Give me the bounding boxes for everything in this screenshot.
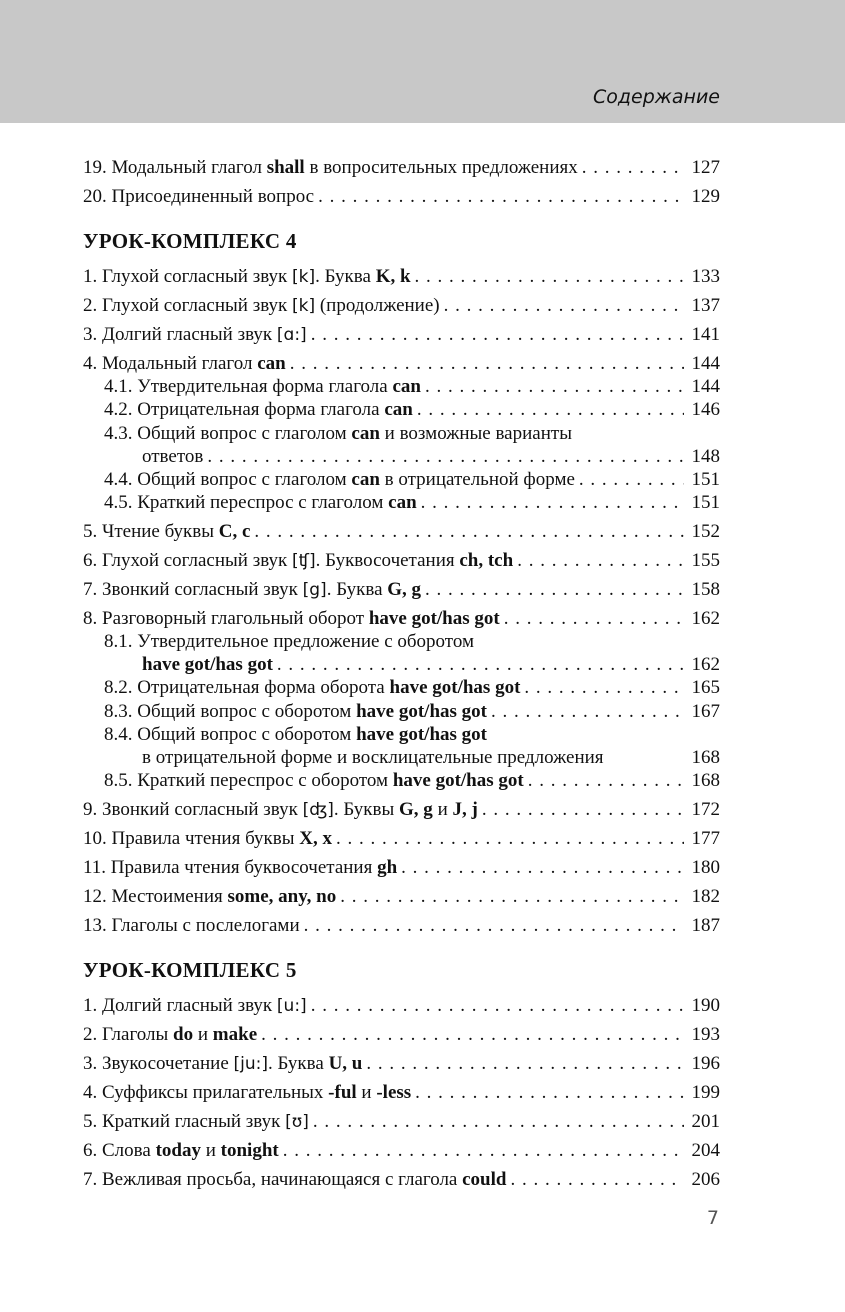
running-head: Содержание xyxy=(593,86,720,108)
lesson-5-heading: УРОК-КОМПЛЕКС 5 xyxy=(83,958,297,982)
toc-entry[interactable]: 6. Слова today и tonight . . . 204 xyxy=(83,1139,720,1163)
toc-entry[interactable]: 13. Глаголы с послелогами . . . 187 xyxy=(83,914,720,938)
toc-entry[interactable]: 4. Суффиксы прилагательных -ful и -less . . . 199 xyxy=(83,1081,720,1105)
toc-subentry-continued[interactable]: ответов . . . 148 xyxy=(142,445,720,469)
toc-entry[interactable]: 3. Звукосочетание [ju:]. Буква U, u . . . 196 xyxy=(83,1052,720,1076)
toc-entry[interactable]: 1. Глухой согласный звук [k]. Буква K, k . . . 133 xyxy=(83,265,720,289)
toc-entry[interactable]: 5. Чтение буквы C, c . . . 152 xyxy=(83,520,720,544)
toc-entry[interactable]: 3. Долгий гласный звук [ɑ:] . . . 141 xyxy=(83,323,720,347)
toc-entry[interactable]: 7. Звонкий согласный звук [g]. Буква G, g . . . 158 xyxy=(83,578,720,602)
toc-entry[interactable]: 10. Правила чтения буквы X, x . . . 177 xyxy=(83,827,720,851)
lesson-4-heading: УРОК-КОМПЛЕКС 4 xyxy=(83,229,297,253)
page-ref: 127 xyxy=(691,157,720,178)
toc-entry[interactable]: 12. Местоимения some, any, no . . . 182 xyxy=(83,885,720,909)
toc-subentry-continued[interactable]: в отрицательной форме и восклицательные предложения 168 xyxy=(142,747,720,768)
toc-subentry[interactable]: 4.1. Утвердительная форма глагола can . . . 144 xyxy=(104,375,720,399)
toc-entry[interactable]: 1. Долгий гласный звук [u:] . . . 190 xyxy=(83,994,720,1018)
toc-entry[interactable]: 5. Краткий гласный звук [ʊ] . . . 201 xyxy=(83,1110,720,1134)
toc-entry[interactable]: 4. Модальный глагол can . . . 144 xyxy=(83,352,720,376)
toc-entry[interactable]: 9. Звонкий согласный звук [ʤ]. Буквы G, g и J, j . . . 172 xyxy=(83,798,720,822)
toc-subentry[interactable]: 4.3. Общий вопрос с глаголом can и возможные варианты xyxy=(104,423,572,444)
toc-subentry[interactable]: 8.5. Краткий переспрос с оборотом have got/has got . . . 168 xyxy=(104,769,720,793)
leader-dots xyxy=(318,185,684,209)
toc-entry[interactable]: 2. Глухой согласный звук [k] (продолжение) . . . 137 xyxy=(83,294,720,318)
toc-subentry[interactable]: 8.4. Общий вопрос с оборотом have got/has got xyxy=(104,724,487,745)
toc-entry[interactable]: 7. Вежливая просьба, начинающаяся с глагола could . . . 206 xyxy=(83,1168,720,1192)
toc-subentry[interactable]: 4.4. Общий вопрос с глаголом can в отрицательной форме . . . 151 xyxy=(104,468,720,492)
toc-subentry[interactable]: 4.2. Отрицательная форма глагола can . . . 146 xyxy=(104,398,720,422)
toc-subentry-continued[interactable]: have got/has got . . . 162 xyxy=(142,653,720,677)
toc-entry-19[interactable]: 19. Модальный глагол shall в вопросительных предложениях . . . 127 xyxy=(83,156,720,180)
toc-subentry[interactable]: 4.5. Краткий переспрос с глаголом can . . . 151 xyxy=(104,491,720,515)
page-ref: 129 xyxy=(691,186,720,207)
page-number: 7 xyxy=(706,1207,719,1229)
toc-entry[interactable]: 6. Глухой согласный звук [ʧ]. Буквосочетания ch, tch . . . 155 xyxy=(83,549,720,573)
toc-subentry[interactable]: 8.1. Утвердительное предложение с оборотом xyxy=(104,631,475,652)
toc-subentry[interactable]: 8.2. Отрицательная форма оборота have got/has got . . . 165 xyxy=(104,676,720,700)
toc-entry[interactable]: 11. Правила чтения буквосочетания gh . . . 180 xyxy=(83,856,720,880)
leader-dots xyxy=(582,156,684,180)
toc-entry[interactable]: 2. Глаголы do и make . . . 193 xyxy=(83,1023,720,1047)
toc-entry-20[interactable]: 20. Присоединенный вопрос . . . 129 xyxy=(83,185,720,209)
toc-entry[interactable]: 8. Разговорный глагольный оборот have got/has got . . . 162 xyxy=(83,607,720,631)
toc-subentry[interactable]: 8.3. Общий вопрос с оборотом have got/has got . . . 167 xyxy=(104,700,720,724)
